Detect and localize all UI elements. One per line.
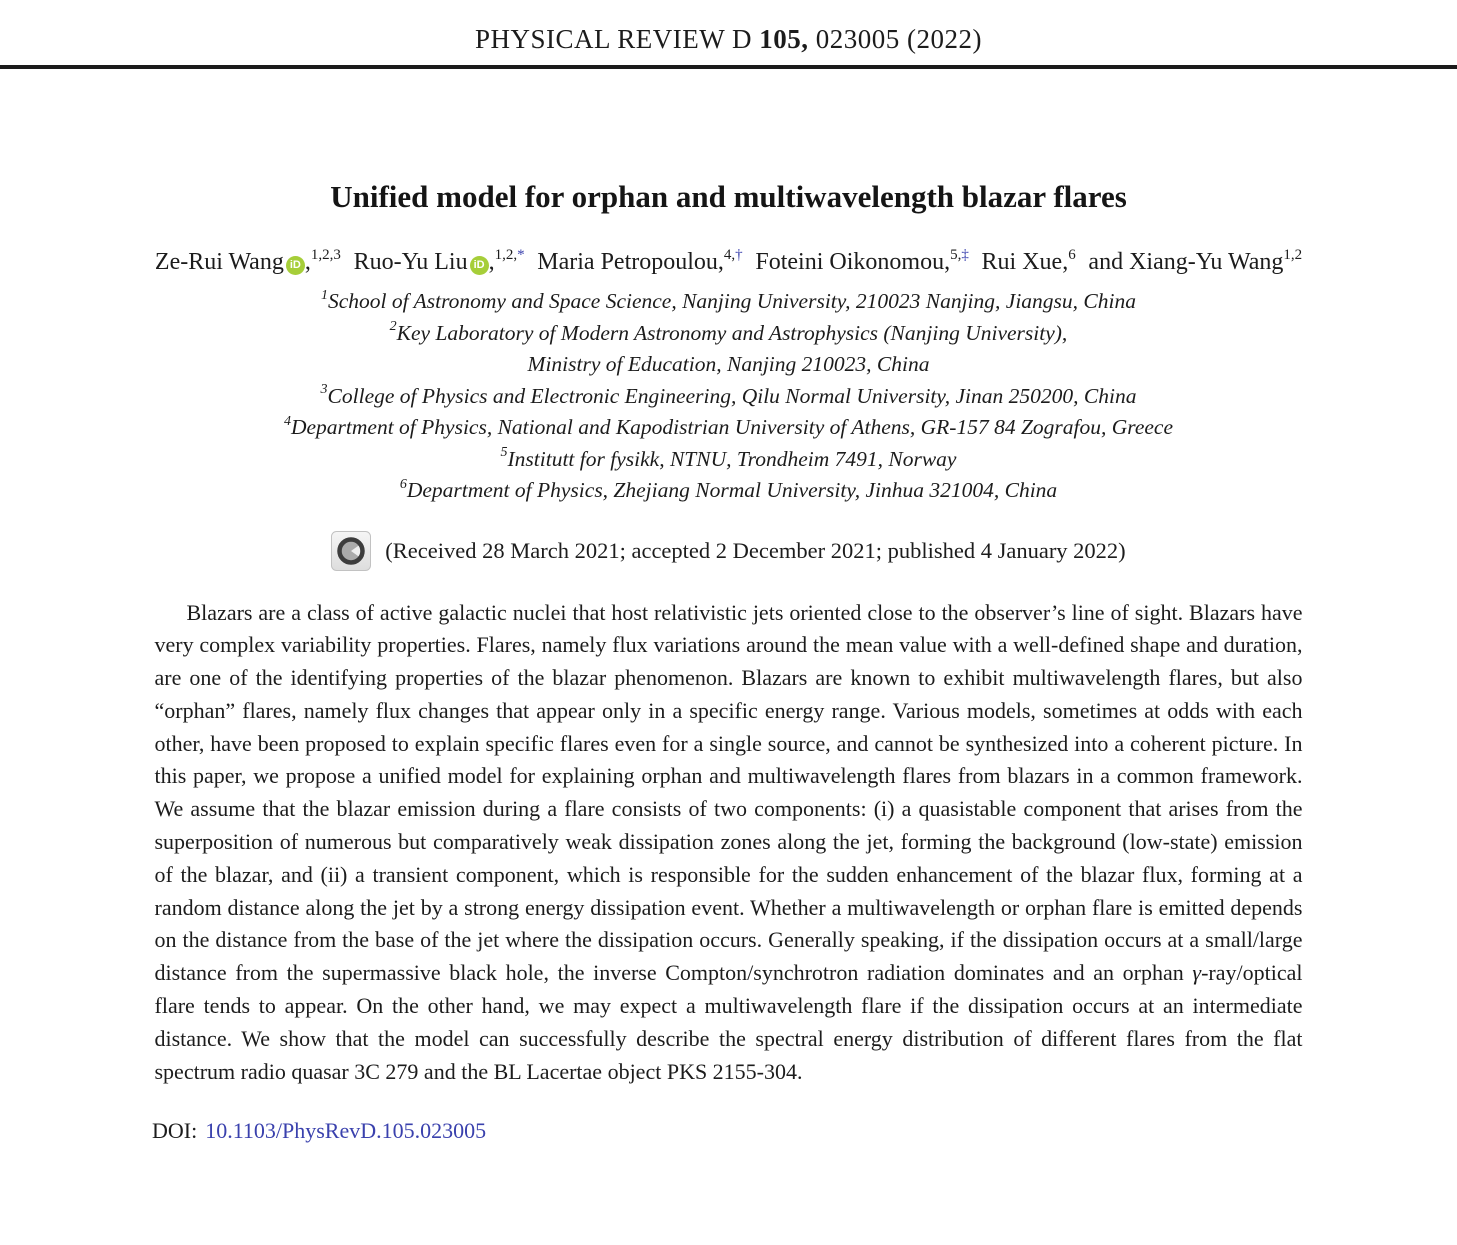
doi-line [152,1118,1457,1144]
author-separator: , [488,249,495,275]
received-row [0,531,1457,571]
author-affil-sup: 1,2,* [494,247,525,263]
author-name: Rui Xue [981,249,1063,275]
author-name: Maria Petropoulou [537,249,718,275]
affiliation-line: $^3$College of Physics and Electronic Engineering, Qilu Normal University, Jinan 250200, China [320,382,1137,408]
author-separator: , [1062,249,1069,275]
affiliation-line: Ministry of Education, Nanjing 210023, China [527,352,930,376]
author [1088,249,1302,275]
affiliation-line: $^6$Department of Physics, Zhejiang Normal University, Jinhua 321004, China [399,476,1058,502]
author [537,249,742,275]
affiliation-line: $^4$Department of Physics, National and Kapodistrian University of Athens, GR-157 84 Zografou, Greece [283,413,1174,439]
gamma-symbol: γ [1192,960,1202,986]
author-name: Ruo-Yu Liu [353,249,468,275]
crossmark-update-icon[interactable] [331,531,371,571]
footnote-symbol: † [735,247,743,263]
author-separator: , [717,249,724,275]
abstract-text-1: Blazars are a class of active galactic nuclei that host relativistic jets oriented close to the observer’s line of sight. Blazars have very complex variability properties. Flares, namely flux variations around the mean value with a well-defined shape and duration, are one of the identifying properties of the blazar phenomenon. Blazars are known to exhibit multiwavelength flares, but also “orphan” flares, namely flux changes that appear only in a specific energy range. Various models, sometimes at odds with each other, have been proposed to explain specific flares even for a single source, and cannot be synthesized into a coherent picture. In this paper, we propose a unified model for explaining orphan and multiwavelength flares from blazars in a common framework. We assume that the blazar emission during a flare consists of two components: (i) a quasistable component that arises from the superposition of numerous but comparatively weak dissipation zones along the jet, forming the background (low-state) emission of the blazar, and (ii) a transient component, which is responsible for the sudden enhancement of the blazar flux, forming at a random distance along the jet by a strong energy dissipation event. Whether a multiwavelength or orphan flare is emitted depends on the distance from the base of the jet where the dissipation occurs. Generally speaking, if the dissipation occurs at a small/large distance from the supermassive black hole, the inverse Compton/synchrotron radiation dominates and an orphan [154,599,1303,986]
author-affil-sup: 6 [1068,247,1076,263]
author-affil-sup: 1,2 [1283,247,1303,263]
page-title: Unified model for orphan and multiwavelength blazar flares [330,179,1127,214]
affiliation-line: $^1$School of Astronomy and Space Science, Nanjing University, 210023 Nanjing, Jiangsu, China [321,287,1136,313]
affiliation-line: $^2$Key Laboratory of Modern Astronomy and Astrophysics (Nanjing University), [389,319,1068,345]
author [354,249,525,275]
orcid-icon[interactable]: iD [470,256,489,275]
footnote-symbol: * [517,247,525,263]
author-affil-sup: 1,2,3 [310,247,341,263]
author [155,249,341,275]
author-name: and Xiang-Yu Wang [1088,249,1284,275]
journal-header [0,0,1457,69]
abstract-text-2: -ray/optical flare tends to appear. On the other hand, we may expect a multiwavelength flare if the dissipation occurs at an intermediate distance. We show that the model can successfully describe the spectral energy distribution of different flares from the flat spectrum radio quasar 3C 279 and the BL Lacertae object PKS 2155-304. [154,960,1303,1084]
author-name: Ze-Rui Wang [154,249,284,275]
author-affil-sup: 4,† [723,247,743,263]
orcid-icon[interactable]: iD [286,256,305,275]
footnote-symbol: ‡ [961,247,969,263]
author-separator: , [304,249,311,275]
journal-name: PHYSICAL REVIEW D [475,24,752,54]
author [755,249,968,275]
affiliation-line: $^5$Institutt for fysikk, NTNU, Trondheim 7491, Norway [500,445,957,471]
abstract [155,597,1303,1089]
author-separator: , [944,249,951,275]
received-line: (Received 28 March 2021; accepted 2 December 2021; published 4 January 2022) [385,537,1126,563]
author-affil-sup: 5,‡ [950,247,969,263]
journal-volume: 105, [759,24,809,54]
authors-line [0,249,1457,276]
doi-link[interactable]: 10.1103/PhysRevD.105.023005 [205,1118,487,1144]
doi-label: DOI: [152,1118,198,1144]
author [982,249,1076,275]
affiliations [0,286,1457,507]
journal-issue-info: 023005 (2022) [815,24,982,54]
author-name: Foteini Oikonomou [755,249,945,275]
